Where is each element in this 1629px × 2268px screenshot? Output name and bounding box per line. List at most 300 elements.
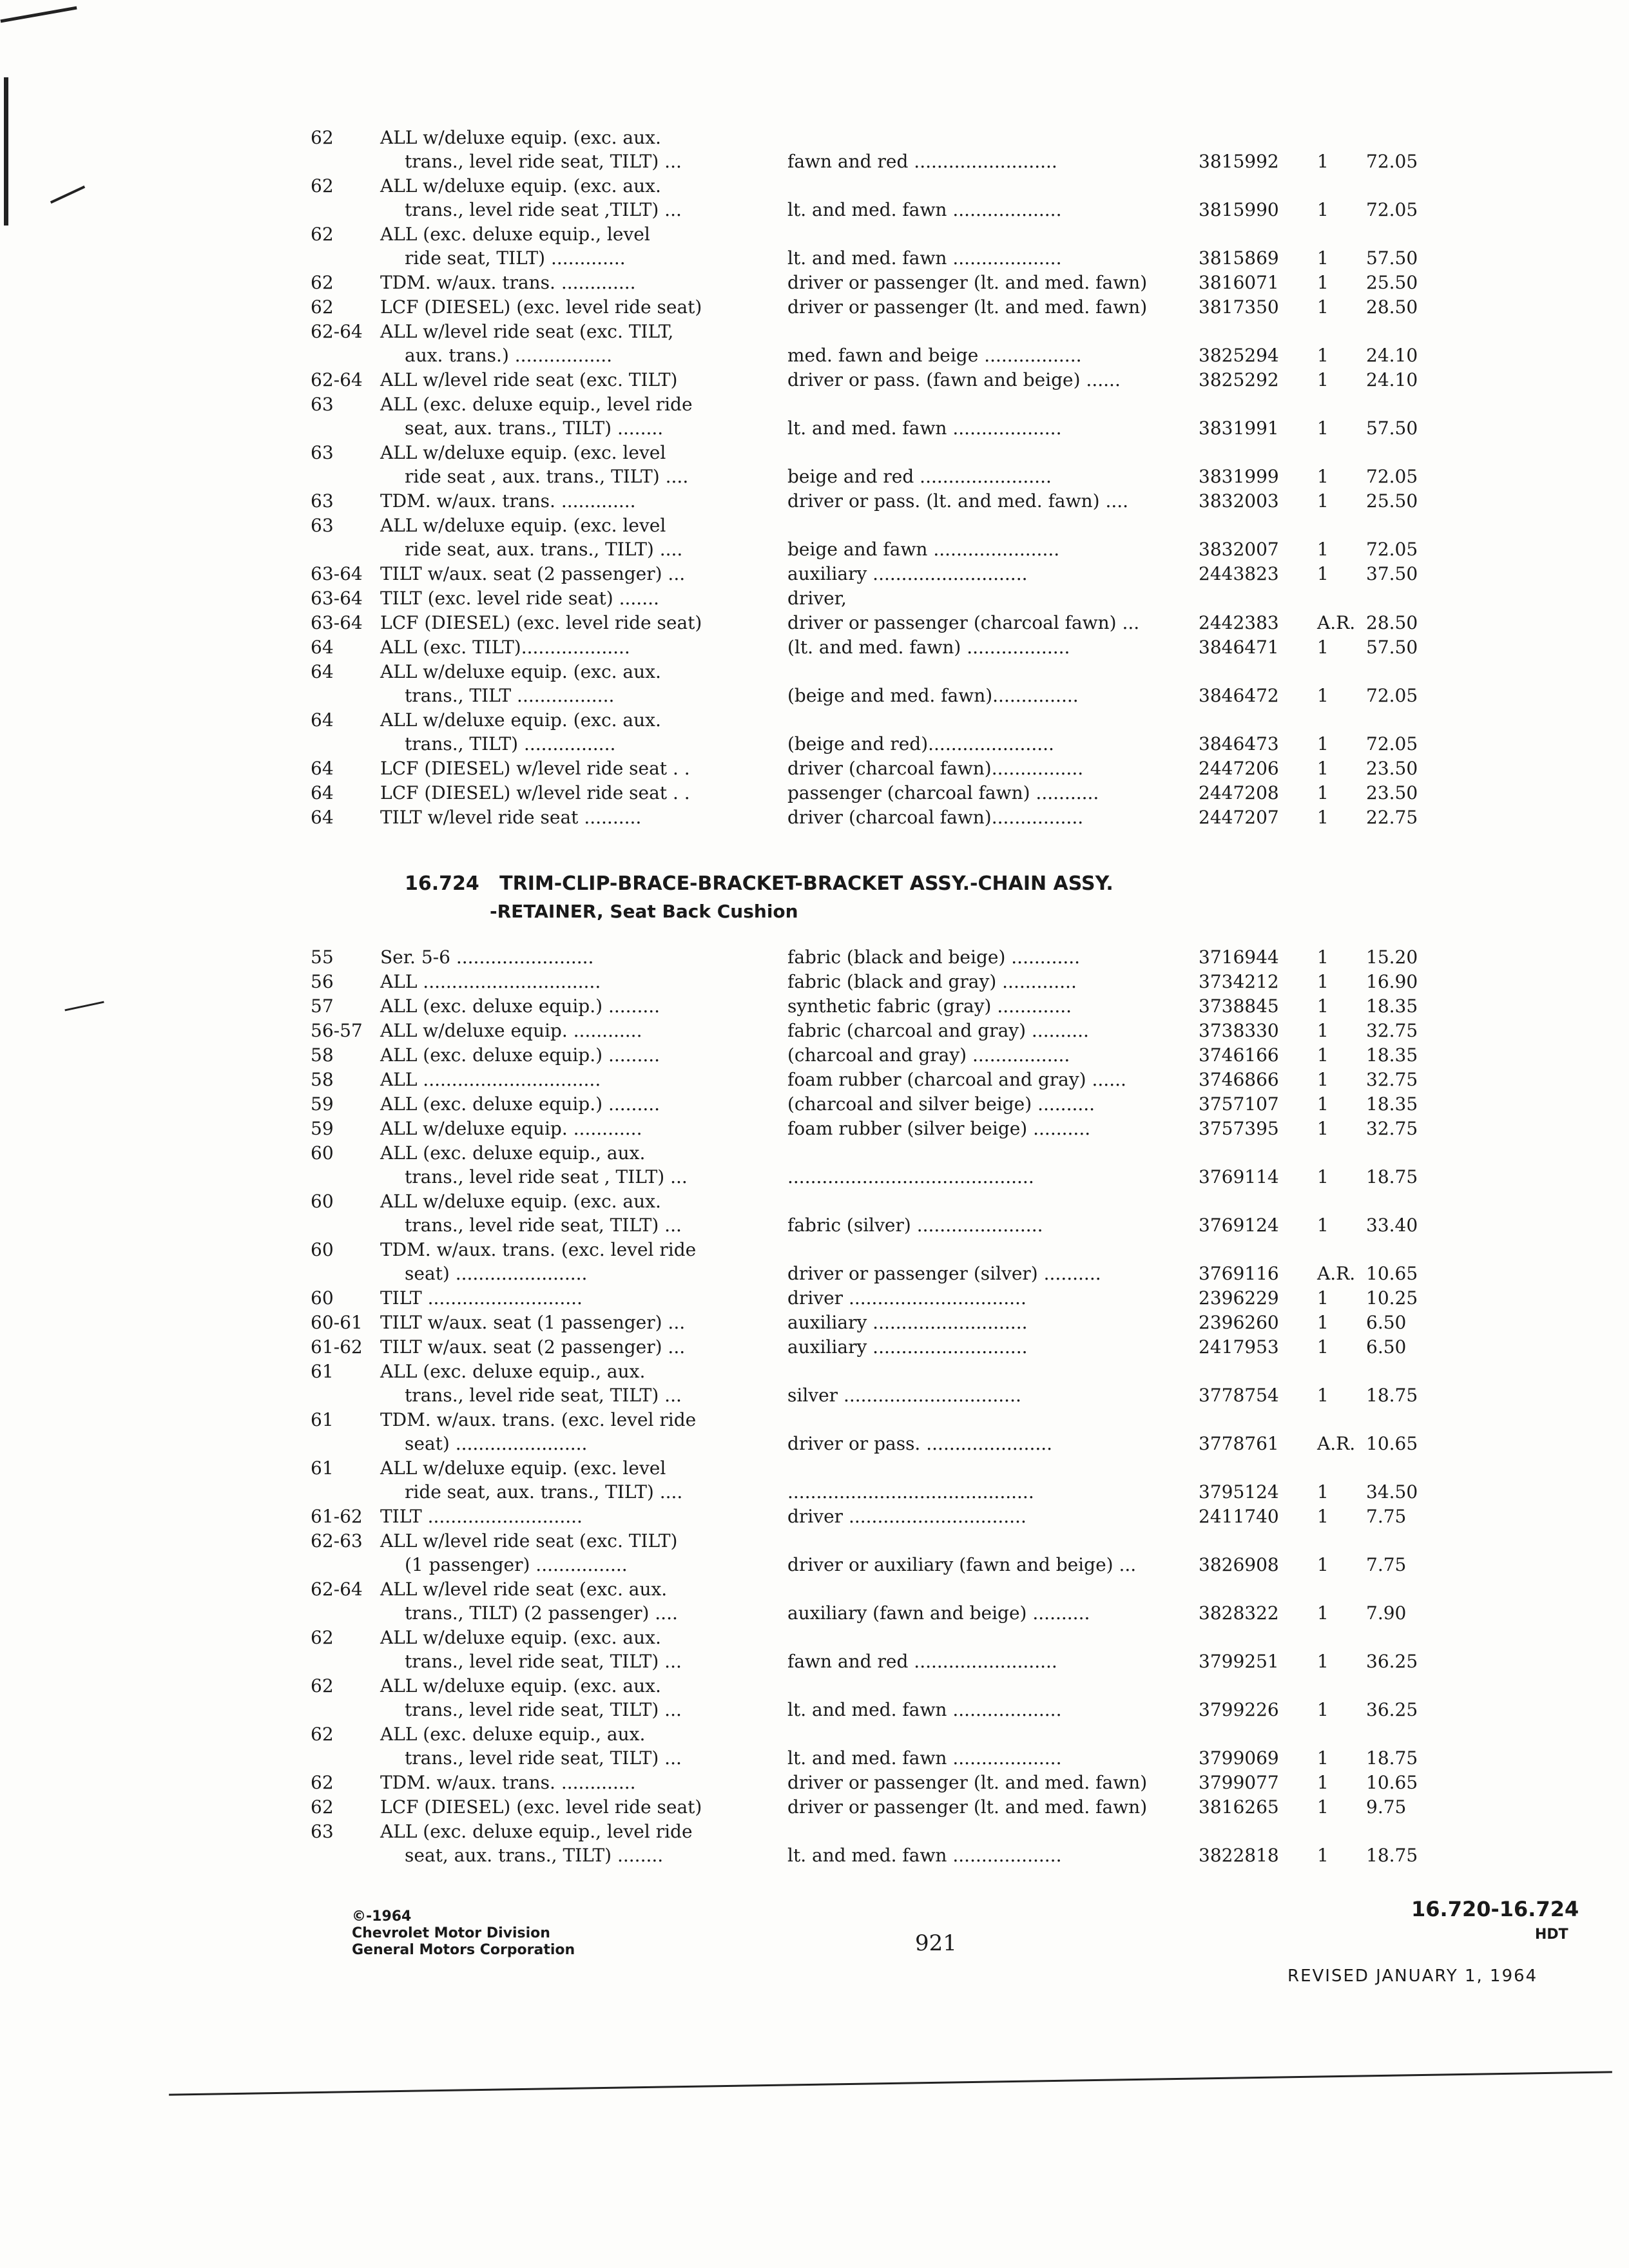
part-number-cell: 3757395 xyxy=(1199,1118,1279,1139)
price-cell: 7.90 xyxy=(1366,1602,1407,1624)
quantity-cell: 1 xyxy=(1317,1699,1329,1720)
year-cell: 64 xyxy=(311,758,334,779)
price-cell: 28.50 xyxy=(1366,296,1418,318)
year-cell: 59 xyxy=(311,1118,334,1139)
model-desc-line: LCF (DIESEL) (exc. level ride seat) xyxy=(380,612,702,633)
price-cell: 18.75 xyxy=(1366,1166,1418,1187)
quantity-cell: 1 xyxy=(1317,1747,1329,1769)
model-desc-line: LCF (DIESEL) (exc. level ride seat) xyxy=(380,296,702,318)
scan-artifact-bottom-line xyxy=(169,2071,1612,2095)
part-number-cell: 3734212 xyxy=(1199,971,1279,992)
price-cell: 28.50 xyxy=(1366,612,1418,633)
quantity-cell: 1 xyxy=(1317,1772,1329,1793)
year-cell: 62 xyxy=(311,127,334,148)
table-row xyxy=(0,1238,1629,1286)
price-cell: 57.50 xyxy=(1366,247,1418,269)
quantity-cell: 1 xyxy=(1317,971,1329,992)
color-desc-cell: lt. and med. fawn ................... xyxy=(787,199,1062,220)
quantity-cell: 1 xyxy=(1317,345,1329,366)
model-desc-line: ALL w/deluxe equip. (exc. aux. xyxy=(380,1627,661,1648)
quantity-cell: 1 xyxy=(1317,782,1329,803)
price-cell: 6.50 xyxy=(1366,1336,1407,1358)
model-desc-line: trans., level ride seat ,TILT) ... xyxy=(405,199,682,220)
part-number-cell: 3799069 xyxy=(1199,1747,1279,1769)
year-cell: 64 xyxy=(311,637,334,658)
part-number-cell: 3832007 xyxy=(1199,539,1279,560)
part-number-cell: 3815990 xyxy=(1199,199,1279,220)
table-row xyxy=(0,709,1629,756)
part-number-cell: 2443823 xyxy=(1199,563,1279,584)
year-cell: 63-64 xyxy=(311,612,363,633)
page-number: 921 xyxy=(915,1930,957,1956)
color-desc-cell: driver or passenger (lt. and med. fawn) xyxy=(787,1796,1148,1818)
color-desc-cell: lt. and med. fawn ................... xyxy=(787,418,1062,439)
quantity-cell: 1 xyxy=(1317,1481,1329,1503)
table-row xyxy=(0,1408,1629,1456)
quantity-cell: 1 xyxy=(1317,296,1329,318)
color-desc-cell: beige and fawn ...................... xyxy=(787,539,1060,560)
model-desc-line: ALL w/deluxe equip. (exc. aux. xyxy=(380,709,661,731)
quantity-cell: 1 xyxy=(1317,1312,1329,1333)
quantity-cell: A.R. xyxy=(1317,1263,1356,1284)
model-desc-line: TILT w/level ride seat .......... xyxy=(380,807,642,828)
price-cell: 72.05 xyxy=(1366,151,1418,172)
color-desc-cell: driver or passenger (lt. and med. fawn) xyxy=(787,272,1148,293)
price-cell: 36.25 xyxy=(1366,1699,1418,1720)
quantity-cell: 1 xyxy=(1317,247,1329,269)
model-desc-line: TILT ........................... xyxy=(380,1287,583,1309)
model-desc-line: ALL (exc. deluxe equip.) ......... xyxy=(380,1044,660,1066)
year-cell: 60-61 xyxy=(311,1312,363,1333)
model-desc-line: TDM. w/aux. trans. (exc. level ride xyxy=(380,1239,697,1260)
price-cell: 15.20 xyxy=(1366,947,1418,968)
year-cell: 62 xyxy=(311,272,334,293)
price-cell: 72.05 xyxy=(1366,199,1418,220)
color-desc-cell: silver ............................... xyxy=(787,1385,1021,1406)
quantity-cell: 1 xyxy=(1317,733,1329,754)
quantity-cell: 1 xyxy=(1317,490,1329,512)
part-number-cell: 2396260 xyxy=(1199,1312,1279,1333)
price-cell: 10.65 xyxy=(1366,1772,1418,1793)
model-desc-line: trans., level ride seat, TILT) ... xyxy=(405,1651,682,1672)
price-cell: 6.50 xyxy=(1366,1312,1407,1333)
table-row xyxy=(0,1093,1629,1117)
price-cell: 22.75 xyxy=(1366,807,1418,828)
year-cell: 60 xyxy=(311,1287,334,1309)
price-cell: 24.10 xyxy=(1366,369,1418,390)
part-number-cell: 3831991 xyxy=(1199,418,1279,439)
color-desc-cell: foam rubber (silver beige) .......... xyxy=(787,1118,1091,1139)
color-desc-cell: ........................................... xyxy=(787,1481,1034,1503)
year-cell: 62 xyxy=(311,1675,334,1696)
model-desc-line: ALL w/deluxe equip. ............ xyxy=(380,1118,642,1139)
price-cell: 18.75 xyxy=(1366,1747,1418,1769)
quantity-cell: 1 xyxy=(1317,637,1329,658)
color-desc-cell: fabric (charcoal and gray) .......... xyxy=(787,1020,1089,1041)
part-number-cell: 3846471 xyxy=(1199,637,1279,658)
part-number-cell: 2396229 xyxy=(1199,1287,1279,1309)
year-cell: 61-62 xyxy=(311,1506,363,1527)
model-desc-line: seat) ....................... xyxy=(405,1433,588,1454)
model-desc-line: ALL w/deluxe equip. (exc. level xyxy=(380,515,666,536)
model-desc-line: seat, aux. trans., TILT) ........ xyxy=(405,1845,664,1866)
part-number-cell: 3815869 xyxy=(1199,247,1279,269)
model-desc-line: seat, aux. trans., TILT) ........ xyxy=(405,418,664,439)
color-desc-cell: fabric (black and gray) ............. xyxy=(787,971,1077,992)
color-desc-cell: driver or passenger (silver) .......... xyxy=(787,1263,1101,1284)
color-desc-cell: fabric (black and beige) ............ xyxy=(787,947,1081,968)
color-desc-cell: driver (charcoal fawn)................ xyxy=(787,758,1084,779)
section-title: TRIM-CLIP-BRACE-BRACKET-BRACKET ASSY.-CHAIN ASSY. xyxy=(499,872,1113,895)
year-cell: 56-57 xyxy=(311,1020,363,1041)
table-row xyxy=(0,441,1629,489)
color-desc-cell: driver, xyxy=(787,588,847,609)
part-number-cell: 2447206 xyxy=(1199,758,1279,779)
model-desc-line: ride seat, TILT) ............. xyxy=(405,247,626,269)
part-number-cell: 3832003 xyxy=(1199,490,1279,512)
part-number-cell: 3769114 xyxy=(1199,1166,1279,1187)
table-row xyxy=(0,1117,1629,1141)
table-row xyxy=(0,1336,1629,1360)
year-cell: 58 xyxy=(311,1044,334,1066)
year-cell: 62-64 xyxy=(311,1579,363,1600)
color-desc-cell: (beige and med. fawn)............... xyxy=(787,685,1079,706)
model-desc-line: trans., level ride seat , TILT) ... xyxy=(405,1166,688,1187)
quantity-cell: 1 xyxy=(1317,1554,1329,1575)
part-number-cell: 3757107 xyxy=(1199,1093,1279,1115)
price-cell: 18.35 xyxy=(1366,995,1418,1017)
year-cell: 62-64 xyxy=(311,369,363,390)
section-range: 16.720-16.724 xyxy=(1411,1897,1579,1921)
part-number-cell: 3817350 xyxy=(1199,296,1279,318)
part-number-cell: 3816265 xyxy=(1199,1796,1279,1818)
table-row xyxy=(0,587,1629,611)
part-number-cell: 3799226 xyxy=(1199,1699,1279,1720)
price-cell: 10.65 xyxy=(1366,1433,1418,1454)
color-desc-cell: auxiliary ........................... xyxy=(787,1312,1028,1333)
part-number-cell: 3825294 xyxy=(1199,345,1279,366)
model-desc-line: LCF (DIESEL) w/level ride seat . . xyxy=(380,758,690,779)
table-row xyxy=(0,175,1629,222)
color-desc-cell: (charcoal and gray) ................. xyxy=(787,1044,1070,1066)
quantity-cell: A.R. xyxy=(1317,1433,1356,1454)
model-desc-line: TDM. w/aux. trans. ............. xyxy=(380,1772,636,1793)
quantity-cell: 1 xyxy=(1317,1093,1329,1115)
color-desc-cell: driver or passenger (lt. and med. fawn) xyxy=(787,296,1148,318)
series-code: HDT xyxy=(1535,1927,1568,1943)
price-cell: 33.40 xyxy=(1366,1215,1418,1236)
year-cell: 61 xyxy=(311,1457,334,1479)
model-desc-line: ALL w/level ride seat (exc. TILT) xyxy=(380,1530,678,1552)
quantity-cell: 1 xyxy=(1317,1651,1329,1672)
part-number-cell: 3846472 xyxy=(1199,685,1279,706)
year-cell: 63 xyxy=(311,515,334,536)
quantity-cell: 1 xyxy=(1317,1069,1329,1090)
model-desc-line: ALL w/deluxe equip. (exc. level xyxy=(380,1457,666,1479)
part-number-cell: 3716944 xyxy=(1199,947,1279,968)
year-cell: 61 xyxy=(311,1409,334,1430)
part-number-cell: 3815992 xyxy=(1199,151,1279,172)
year-cell: 64 xyxy=(311,782,334,803)
year-cell: 64 xyxy=(311,661,334,682)
year-cell: 60 xyxy=(311,1191,334,1212)
color-desc-cell: passenger (charcoal fawn) ........... xyxy=(787,782,1099,803)
model-desc-line: ALL w/deluxe equip. (exc. aux. xyxy=(380,1191,661,1212)
model-desc-line: ALL (exc. deluxe equip.) ......... xyxy=(380,995,660,1017)
year-cell: 62 xyxy=(311,296,334,318)
quantity-cell: 1 xyxy=(1317,1602,1329,1624)
model-desc-line: ride seat , aux. trans., TILT) .... xyxy=(405,466,689,487)
model-desc-line: ALL (exc. deluxe equip., aux. xyxy=(380,1724,646,1745)
table-row xyxy=(0,1019,1629,1043)
part-number-cell: 3746166 xyxy=(1199,1044,1279,1066)
year-cell: 62-64 xyxy=(311,321,363,342)
model-desc-line: ALL (exc. TILT)................... xyxy=(380,637,630,658)
year-cell: 63-64 xyxy=(311,588,363,609)
quantity-cell: 1 xyxy=(1317,272,1329,293)
table-row xyxy=(0,636,1629,660)
price-cell: 18.75 xyxy=(1366,1385,1418,1406)
table-row xyxy=(0,1820,1629,1868)
year-cell: 61 xyxy=(311,1361,334,1382)
model-desc-line: trans., TILT) (2 passenger) .... xyxy=(405,1602,678,1624)
table-row xyxy=(0,320,1629,368)
price-cell: 23.50 xyxy=(1366,782,1418,803)
year-cell: 63-64 xyxy=(311,563,363,584)
quantity-cell: 1 xyxy=(1317,418,1329,439)
quantity-cell: 1 xyxy=(1317,1845,1329,1866)
model-desc-line: TILT w/aux. seat (2 passenger) ... xyxy=(380,1336,686,1358)
color-desc-cell: driver ............................... xyxy=(787,1287,1027,1309)
table-row xyxy=(0,271,1629,295)
table-row xyxy=(0,1675,1629,1722)
table-row xyxy=(0,1190,1629,1238)
part-number-cell: 3816071 xyxy=(1199,272,1279,293)
color-desc-cell: driver or pass. (fawn and beige) ...... xyxy=(787,369,1121,390)
year-cell: 60 xyxy=(311,1239,334,1260)
table-row xyxy=(0,1626,1629,1674)
year-cell: 62-63 xyxy=(311,1530,363,1552)
price-cell: 32.75 xyxy=(1366,1118,1418,1139)
table-row xyxy=(0,296,1629,320)
year-cell: 57 xyxy=(311,995,334,1017)
model-desc-line: LCF (DIESEL) (exc. level ride seat) xyxy=(380,1796,702,1818)
model-desc-line: ALL w/deluxe equip. (exc. level xyxy=(380,442,666,463)
year-cell: 62 xyxy=(311,1724,334,1745)
price-cell: 72.05 xyxy=(1366,733,1418,754)
table-row xyxy=(0,757,1629,781)
table-row xyxy=(0,223,1629,271)
quantity-cell: 1 xyxy=(1317,1796,1329,1818)
part-number-cell: 3799251 xyxy=(1199,1651,1279,1672)
part-number-cell: 3746866 xyxy=(1199,1069,1279,1090)
price-cell: 37.50 xyxy=(1366,563,1418,584)
table-row xyxy=(0,369,1629,392)
price-cell: 10.25 xyxy=(1366,1287,1418,1309)
color-desc-cell: auxiliary (fawn and beige) .......... xyxy=(787,1602,1090,1624)
year-cell: 55 xyxy=(311,947,334,968)
quantity-cell: 1 xyxy=(1317,151,1329,172)
model-desc-line: ALL (exc. deluxe equip., aux. xyxy=(380,1142,646,1164)
color-desc-cell: driver or auxiliary (fawn and beige) ... xyxy=(787,1554,1137,1575)
color-desc-cell: (lt. and med. fawn) .................. xyxy=(787,637,1070,658)
color-desc-cell: driver ............................... xyxy=(787,1506,1027,1527)
year-cell: 64 xyxy=(311,709,334,731)
quantity-cell: 1 xyxy=(1317,1044,1329,1066)
year-cell: 63 xyxy=(311,442,334,463)
part-number-cell: 3831999 xyxy=(1199,466,1279,487)
model-desc-line: trans., level ride seat, TILT) ... xyxy=(405,1699,682,1720)
year-cell: 63 xyxy=(311,1821,334,1842)
year-cell: 62 xyxy=(311,1772,334,1793)
color-desc-cell: fawn and red ......................... xyxy=(787,1651,1057,1672)
price-cell: 10.65 xyxy=(1366,1263,1418,1284)
part-number-cell: 3769124 xyxy=(1199,1215,1279,1236)
color-desc-cell: synthetic fabric (gray) ............. xyxy=(787,995,1072,1017)
year-cell: 58 xyxy=(311,1069,334,1090)
part-number-cell: 2411740 xyxy=(1199,1506,1279,1527)
model-desc-line: aux. trans.) ................. xyxy=(405,345,613,366)
color-desc-cell: driver or pass. (lt. and med. fawn) .... xyxy=(787,490,1129,512)
model-desc-line: TDM. w/aux. trans. ............. xyxy=(380,490,636,512)
quantity-cell: 1 xyxy=(1317,369,1329,390)
table-row xyxy=(0,995,1629,1019)
quantity-cell: 1 xyxy=(1317,1385,1329,1406)
year-cell: 63 xyxy=(311,490,334,512)
part-number-cell: 3769116 xyxy=(1199,1263,1279,1284)
color-desc-cell: lt. and med. fawn ................... xyxy=(787,1845,1062,1866)
quantity-cell: 1 xyxy=(1317,1020,1329,1041)
price-cell: 72.05 xyxy=(1366,685,1418,706)
table-row xyxy=(0,660,1629,708)
table-row xyxy=(0,1287,1629,1311)
quantity-cell: 1 xyxy=(1317,947,1329,968)
model-desc-line: trans., level ride seat, TILT) ... xyxy=(405,1215,682,1236)
table-row xyxy=(0,1796,1629,1820)
section-heading xyxy=(405,872,1113,895)
part-number-cell: 2417953 xyxy=(1199,1336,1279,1358)
quantity-cell: 1 xyxy=(1317,758,1329,779)
color-desc-cell: lt. and med. fawn ................... xyxy=(787,1747,1062,1769)
part-number-cell: 3778761 xyxy=(1199,1433,1279,1454)
model-desc-line: seat) ....................... xyxy=(405,1263,588,1284)
part-number-cell: 2447208 xyxy=(1199,782,1279,803)
color-desc-cell: auxiliary ........................... xyxy=(787,1336,1028,1358)
quantity-cell: 1 xyxy=(1317,1118,1329,1139)
table-row xyxy=(0,1771,1629,1795)
part-number-cell: 3826908 xyxy=(1199,1554,1279,1575)
scan-artifact-top xyxy=(0,6,77,23)
model-desc-line: ALL w/level ride seat (exc. aux. xyxy=(380,1579,668,1600)
table-row xyxy=(0,1044,1629,1068)
model-desc-line: trans., TILT ................. xyxy=(405,685,615,706)
quantity-cell: 1 xyxy=(1317,563,1329,584)
price-cell: 36.25 xyxy=(1366,1651,1418,1672)
table-row xyxy=(0,1068,1629,1092)
price-cell: 18.75 xyxy=(1366,1845,1418,1866)
year-cell: 63 xyxy=(311,394,334,415)
part-number-cell: 3825292 xyxy=(1199,369,1279,390)
price-cell: 57.50 xyxy=(1366,418,1418,439)
quantity-cell: A.R. xyxy=(1317,612,1356,633)
model-desc-line: ALL w/deluxe equip. (exc. aux. xyxy=(380,175,661,197)
model-desc-line: TDM. w/aux. trans. (exc. level ride xyxy=(380,1409,697,1430)
year-cell: 59 xyxy=(311,1093,334,1115)
year-cell: 62 xyxy=(311,1796,334,1818)
color-desc-cell: driver or passenger (charcoal fawn) ... xyxy=(787,612,1140,633)
model-desc-line: Ser. 5-6 ........................ xyxy=(380,947,594,968)
color-desc-cell: lt. and med. fawn ................... xyxy=(787,247,1062,269)
part-number-cell: 2442383 xyxy=(1199,612,1279,633)
color-desc-cell: med. fawn and beige ................. xyxy=(787,345,1082,366)
price-cell: 25.50 xyxy=(1366,272,1418,293)
year-cell: 56 xyxy=(311,971,334,992)
price-cell: 32.75 xyxy=(1366,1069,1418,1090)
model-desc-line: ALL w/deluxe equip. ............ xyxy=(380,1020,642,1041)
color-desc-cell: fawn and red ......................... xyxy=(787,151,1057,172)
part-number-cell: 3738845 xyxy=(1199,995,1279,1017)
price-cell: 24.10 xyxy=(1366,345,1418,366)
part-number-cell: 3846473 xyxy=(1199,733,1279,754)
model-desc-line: ride seat, aux. trans., TILT) .... xyxy=(405,1481,683,1503)
price-cell: 7.75 xyxy=(1366,1554,1407,1575)
model-desc-line: ALL w/deluxe equip. (exc. aux. xyxy=(380,661,661,682)
model-desc-line: TILT w/aux. seat (2 passenger) ... xyxy=(380,563,686,584)
price-cell: 9.75 xyxy=(1366,1796,1407,1818)
quantity-cell: 1 xyxy=(1317,1215,1329,1236)
section-subtitle: -RETAINER, Seat Back Cushion xyxy=(490,901,798,922)
model-desc-line: LCF (DIESEL) w/level ride seat . . xyxy=(380,782,690,803)
price-cell: 16.90 xyxy=(1366,971,1418,992)
table-row xyxy=(0,514,1629,562)
price-cell: 57.50 xyxy=(1366,637,1418,658)
color-desc-cell: beige and red ....................... xyxy=(787,466,1052,487)
model-desc-line: ALL w/deluxe equip. (exc. aux. xyxy=(380,127,661,148)
model-desc-line: TILT w/aux. seat (1 passenger) ... xyxy=(380,1312,686,1333)
color-desc-cell: foam rubber (charcoal and gray) ...... xyxy=(787,1069,1126,1090)
quantity-cell: 1 xyxy=(1317,1287,1329,1309)
model-desc-line: trans., TILT) ................ xyxy=(405,733,616,754)
price-cell: 23.50 xyxy=(1366,758,1418,779)
color-desc-cell: (charcoal and silver beige) .......... xyxy=(787,1093,1095,1115)
model-desc-line: (1 passenger) ................ xyxy=(405,1554,628,1575)
price-cell: 7.75 xyxy=(1366,1506,1407,1527)
color-desc-cell: fabric (silver) ...................... xyxy=(787,1215,1043,1236)
part-number-cell: 3799077 xyxy=(1199,1772,1279,1793)
model-desc-line: ALL (exc. deluxe equip., level ride xyxy=(380,1821,693,1842)
model-desc-line: ALL w/level ride seat (exc. TILT) xyxy=(380,369,678,390)
quantity-cell: 1 xyxy=(1317,1166,1329,1187)
table-row xyxy=(0,782,1629,805)
model-desc-line: ALL ............................... xyxy=(380,971,601,992)
part-number-cell: 2447207 xyxy=(1199,807,1279,828)
price-cell: 18.35 xyxy=(1366,1044,1418,1066)
table-row xyxy=(0,1142,1629,1189)
table-row xyxy=(0,393,1629,441)
copyright-year: ©-1964 xyxy=(352,1908,412,1925)
color-desc-cell: driver or passenger (lt. and med. fawn) xyxy=(787,1772,1148,1793)
color-desc-cell: driver or pass. ...................... xyxy=(787,1433,1053,1454)
model-desc-line: ALL (exc. deluxe equip.) ......... xyxy=(380,1093,660,1115)
year-cell: 61-62 xyxy=(311,1336,363,1358)
year-cell: 62 xyxy=(311,1627,334,1648)
price-cell: 25.50 xyxy=(1366,490,1418,512)
table-row xyxy=(0,490,1629,514)
year-cell: 60 xyxy=(311,1142,334,1164)
year-cell: 62 xyxy=(311,175,334,197)
table-row xyxy=(0,1505,1629,1529)
price-cell: 72.05 xyxy=(1366,466,1418,487)
